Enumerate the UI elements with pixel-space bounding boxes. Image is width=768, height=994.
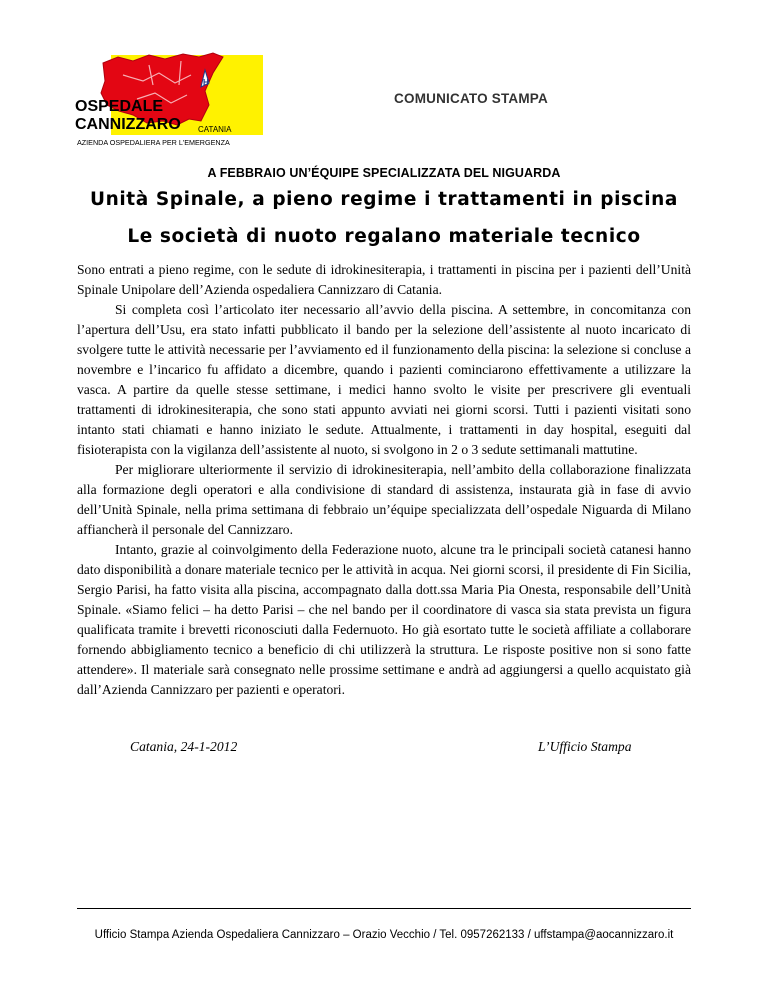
logo-tagline: AZIENDA OSPEDALIERA PER L'EMERGENZA [77,138,230,147]
footer-divider [77,908,691,909]
logo-name2: CANNIZZARO [75,116,181,133]
logo-city: CATANIA [198,125,232,134]
paragraph: Intanto, grazie al coinvolgimento della Federazione nuoto, alcune tra le principali società catanesi hanno dato disponibilità a donare materiale tecnico per le attività in acqua. Nei giorni scorsi, il presidente di Fin Sicilia, Sergio Parisi, ha fatto visita alla piscina, accompagnato dalla dott.ssa Maria Pia Onesta, responsabile dell’Unità Spinale. «Siamo felici – ha detto Parisi – che nel bando per il coordinatore di vasca sia stata prevista un figura qualificata tramite i brevetti riconosciuti dalla Federnuoto. Ho già esortato tutte le società affiliate a collaborare fornendo abbigliamento tecnico a beneficio di chi utilizzerà la struttura. Le risposte positive non si sono fatte attendere». Il materiale sarà consegnato nelle prossime settimane e andrà ad aggiungersi a quello acquistato già dall’Azienda Cannizzaro per pazienti e operatori. [77,542,691,697]
article-title: Unità Spinale, a pieno regime i trattamenti in piscina [89,189,679,210]
footer-text: Ufficio Stampa Azienda Ospedaliera Cannizzaro – Orazio Vecchio / Tel. 0957262133 / uffstampa@aocannizzaro.it [94,929,674,941]
paragraph: Sono entrati a pieno regime, con le sedute di idrokinesiterapia, i trattamenti in piscina per i pazienti dell’Unità Spinale Unipolare dell’Azienda ospedaliera Cannizzaro di Catania. [77,262,691,297]
press-release-label: COMUNICATO STAMPA [394,91,548,106]
article-subtitle: Le società di nuoto regalano materiale tecnico [127,226,641,247]
article-body [77,260,691,700]
hospital-marker-icon: H [203,78,209,87]
sicily-map-logo-icon [63,45,263,155]
hospital-logo [63,45,263,155]
paragraph: Si completa così l’articolato iter necessario all’avvio della piscina. A settembre, in concomitanza con l’apertura dell’Usu, era stato infatti pubblicato il bando per la selezione dell’assistente al nuoto incaricato di svolgere tutte le attività necessarie per l’avviamento ed il funzionamento della piscina: la selezione si concluse a novembre e l’incarico fu affidato a dicembre, quando i pazienti cominciarono effettivamente a utilizzare la vasca. A partire da quelle stesse settimane, i medici hanno svolto le visite per prescrivere gli eventuali trattamenti di idrokinesiterapia, che sono stati appunto avviati nei giorni scorsi. Tutti i pazienti visitati sono intanto stati chiamati e hanno iniziato le sedute. Attualmente, i trattamenti in day hospital, eseguiti dal fisioterapista con la vigilanza dell’assistente al nuoto, si svolgono in 2 o 3 sedute settimanali mattutine. [77,302,691,457]
paragraph: Per migliorare ulteriormente il servizio di idrokinesiterapia, nell’ambito della collaborazione finalizzata alla formazione degli operatori e alla condivisione di standard di assistenza, instaurata già in fase di avvio dell’Unità Spinale, nella prima settimana di febbraio un’équipe specializzata dell’ospedale Niguarda di Milano affiancherà il personale del Cannizzaro. [77,462,691,537]
signature: L’Ufficio Stampa [538,739,632,754]
place-date: Catania, 24-1-2012 [130,739,238,754]
article-kicker: A FEBBRAIO UN’ÉQUIPE SPECIALIZZATA DEL NIGUARDA [207,166,561,180]
logo-name: OSPEDALE [75,98,164,115]
